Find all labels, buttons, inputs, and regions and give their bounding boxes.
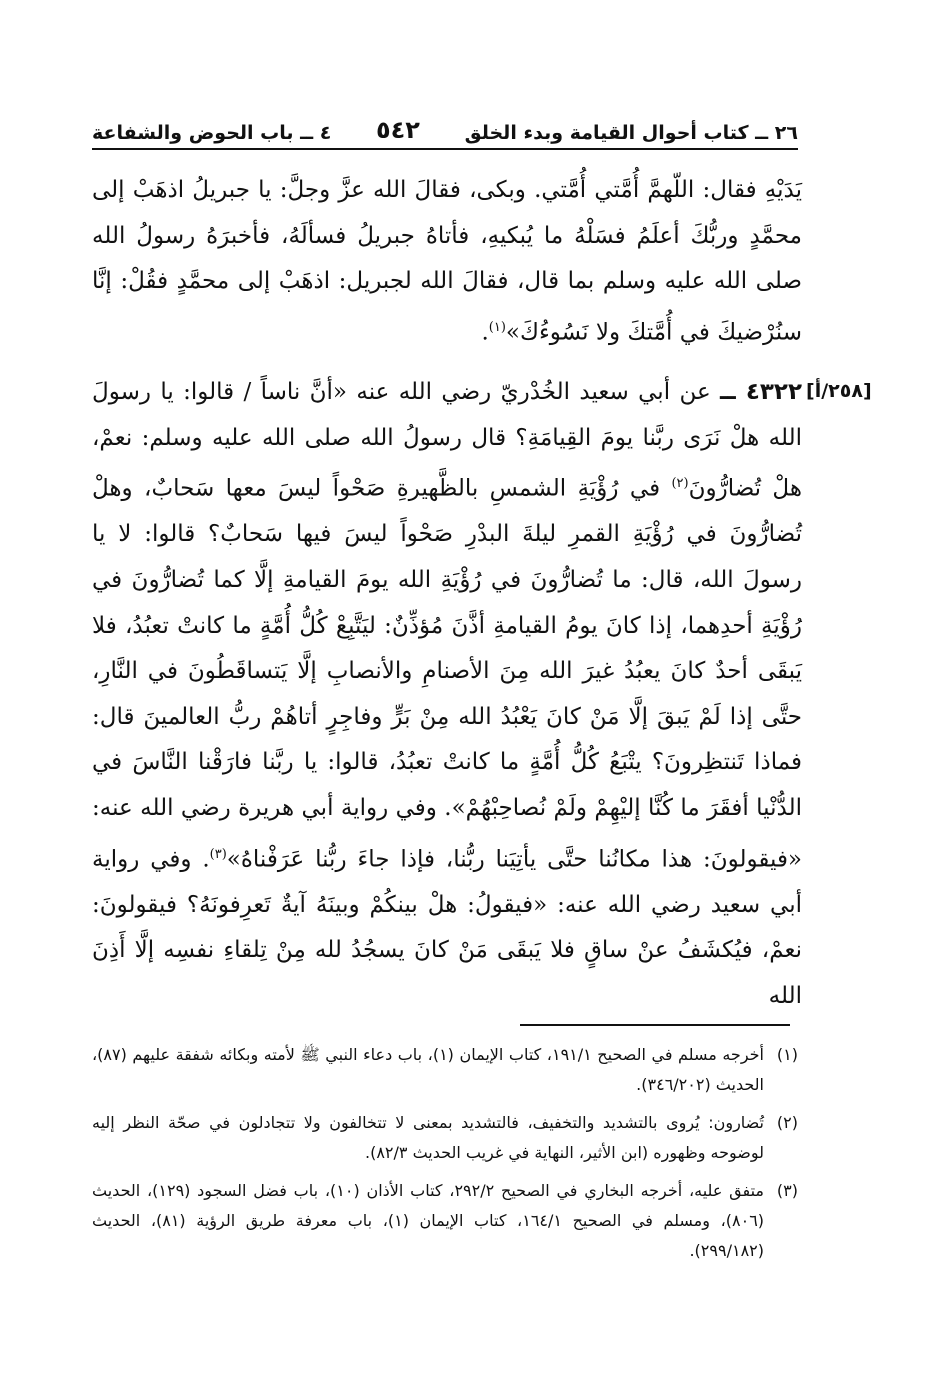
footnote-reference: (١) [488,319,506,335]
hadith-text-part-3: . وفي رواية أبي سعيد رضي الله عنه: «فيقولُ: هلْ بينكُمْ وبينَهُ آيةٌ تَعرِفونَهُ؟ فيقولونَ: نعمْ، فيُكشَفُ عنْ ساقٍ فلا يَبقَى مَنْ كانَ يسجُدُ لله مِنْ تِلقاءِ نفسِه إلَّا أَذِنَ الله [92,846,802,1010]
footnote-reference: (٢) [671,476,689,492]
manuscript-folio-reference: [٢٥٨/أ] [806,380,872,402]
hadith-number: ٤٣٢٢ ــ [720,379,802,406]
main-text [92,168,802,1020]
paragraph-continuation [92,168,802,356]
footnote-text: متفق عليه، أخرجه البخاري في الصحيح ٢٩٢/٢، كتاب الأذان (١٠)، باب فضل السجود (١٢٩)، الحديث (٨٠٦)، ومسلم في الصحيح ١٦٤/١، كتاب الإيمان (١)، باب معرفة طريق الرؤية (٨١)، الحديث (٢٩٩/١٨٢). [92,1181,765,1260]
section-title: ٤ ــ باب الحوض والشفاعة [92,122,332,144]
footnote-divider [520,1024,790,1026]
footnote-number: (٣) [776,1181,798,1200]
footnote-number: (١) [776,1045,798,1064]
footnote-text: تُضارون: يُروى بالتشديد والتخفيف، فالتشديد بمعنى لا تتخالفون ولا تتجادلون في صحّة النظر إليه لوضوحه وظهوره (ابن الأثير، النهاية في غريب الحديث ٨٢/٣). [92,1113,764,1162]
footnotes [92,1040,798,1274]
paragraph-end: . [481,319,489,346]
paragraph-text: يَدَيْهِ فقال: اللّهمَّ أُمَّتي أُمَّتي. وبكى، فقالَ الله عزَّ وجلَّ: يا جبريلُ اذهَبْ إلى محمَّدٍ وربُّكَ أعلَمُ فسَلْهُ ما يُبكيهِ، فأتاهُ جبريلُ فسألَهُ، فأخبرَهُ رسولُ الله صلى الله عليه وسلم بما قال، فقالَ الله لجبريل: اذهَبْ إلى محمَّدٍ فقُلْ: إنَّا سنُرْضيكَ في أُمَّتكَ ولا نَسُوءُكَ» [92,177,802,346]
footnote-item [92,1040,798,1100]
page-header [92,102,798,144]
page-number: ٥٤٢ [376,116,420,144]
footnote-item [92,1108,798,1168]
hadith-text-part-1: عن أبي سعيد الخُدْريّ رضي الله عنه «أنَّ ناساً / قالوا: يا رسولَ الله هلْ نَرَى ربَّنا يومَ القِيامَةِ؟ قال رسولُ الله صلى الله عليه وسلم: نعمْ، هلْ تُضارُّونَ [92,379,802,502]
hadith-text-part-2: في رُؤْيَةِ الشمسِ بالظَّهيرةِ صَحْواً ليسَ معها سَحابٌ، وهلْ تُضارُّونَ في رُؤْيَةِ القمرِ ليلةَ البدْرِ صَحْواً ليسَ فيها سَحابٌ؟ قالوا: لا يا رسولَ الله، قال: ما تُضارُّونَ في رُؤْيَةِ الله يومَ القيامةِ إلَّا كما تُضارُّونَ في رُؤْيَةِ أحدِهما، إذا كانَ يومُ القيامةِ أذَّنَ مُؤذِّنٌ: ليَتَّبِعْ كُلُّ أُمَّةٍ ما كانتْ تعبُدُ، فلا يَبقَى أحدٌ كانَ يعبُدُ غيرَ الله مِنَ الأصنامِ والأنصابِ إلَّا يَتساقَطُونَ في النَّارِ، حتَّى إذا لَمْ يَبقَ إلَّا مَنْ كانَ يَعْبُدُ الله مِنْ بَرٍّ وفاجِرٍ أتاهُمْ ربُّ العالمينَ قال: فماذا تَنتظِرونَ؟ يتْبَعُ كُلُّ أُمَّةٍ ما كانتْ تعبُدُ، قالوا: يا ربَّنا فارَقْنا النَّاسَ في الدُّنْيا أفقَرَ ما كُنَّا إليْهِمْ ولَمْ نُصاحِبْهُمْ». وفي رواية أبي هريرة رضي الله عنه: «فيقولونَ: هذا مكانُنا حتَّى يأتِيَنا ربُّنا، فإذا جاءَ ربُّنا عَرَفْناهُ» [92,475,803,873]
chapter-title: ٢٦ ــ كتاب أحوال القيامة وبدء الخلق [464,122,798,144]
footnote-reference: (٣) [209,846,227,862]
header-divider [92,148,798,150]
footnote-text: أخرجه مسلم في الصحيح ١٩١/١، كتاب الإيمان (١)، باب دعاء النبي ﷺ لأمته وبكائه شفقة عليهم (٨٧)، الحديث (٣٤٦/٢٠٢). [92,1045,764,1094]
hadith-4322 [92,370,802,1020]
footnote-number: (٢) [776,1113,798,1132]
footnote-item [92,1176,798,1266]
